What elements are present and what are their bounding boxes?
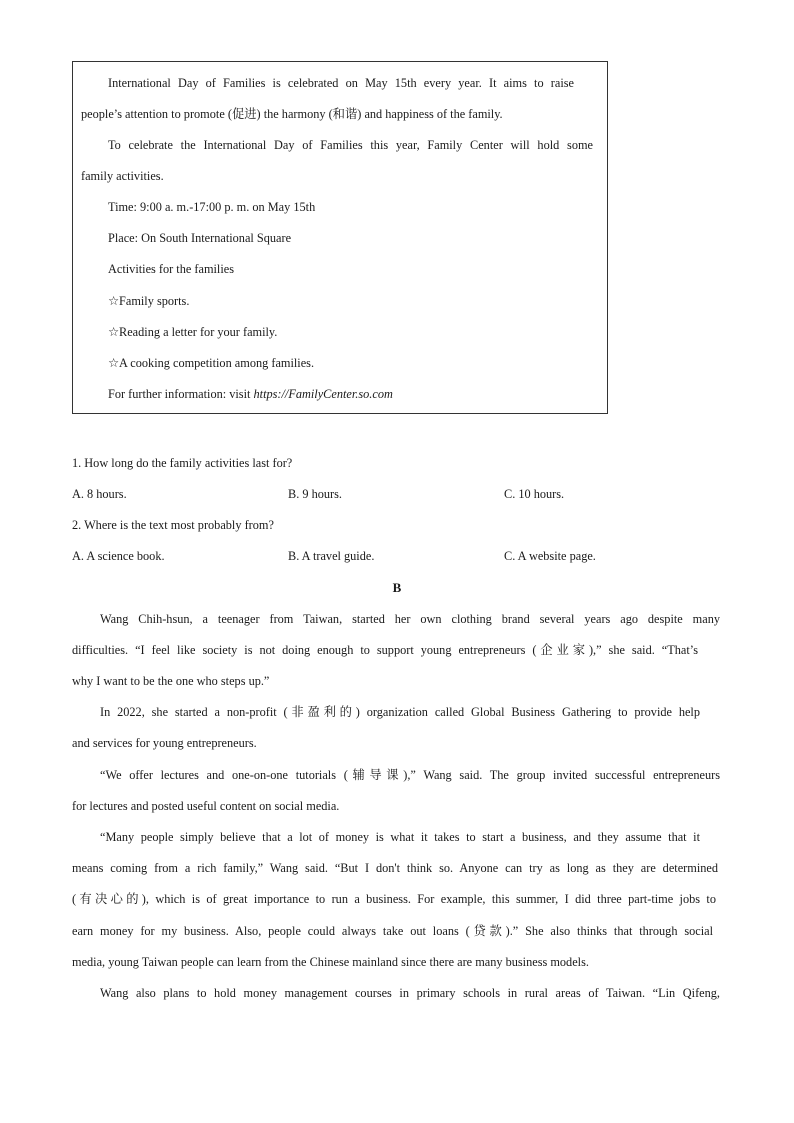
passage-line: In 2022, she started a non-profit (非盈利的) organization called Global Business Gathering to provide help xyxy=(100,705,700,719)
notice-paragraph-2-line-2: family activities. xyxy=(81,169,164,183)
activity-item: ☆A cooking competition among families. xyxy=(108,356,315,370)
passage-line: “Many people simply believe that a lot of money is what it takes to start a business, and they assume that it xyxy=(100,830,700,844)
section-b-heading: B xyxy=(392,580,402,595)
passage-line: Wang Chih-hsun, a teenager from Taiwan, started her own clothing brand several years ago despite many xyxy=(100,612,720,626)
question-2-option-a: A. A science book. xyxy=(72,549,165,563)
passage-line: difficulties. “I feel like society is not doing enough to support young entrepreneurs (企业家),” she said. “That’s xyxy=(72,643,698,657)
activity-item: ☆Reading a letter for your family. xyxy=(108,325,278,339)
question-1-option-b: B. 9 hours. xyxy=(288,487,342,501)
notice-paragraph-2-line-1: To celebrate the International Day of Families this year, Family Center will hold some xyxy=(108,138,593,152)
question-2-option-c: C. A website page. xyxy=(504,549,596,563)
further-info-label: For further information: visit xyxy=(108,387,254,401)
further-info xyxy=(108,386,393,402)
passage-line: for lectures and posted useful content on social media. xyxy=(72,799,340,813)
passage-line: and services for young entrepreneurs. xyxy=(72,736,257,750)
passage-line: means coming from a rich family,” Wang said. “But I don't think so. Anyone can try as long as they are determined xyxy=(72,861,718,875)
question-2-stem: 2. Where is the text most probably from? xyxy=(72,518,274,532)
passage-line: Wang also plans to hold money management courses in primary schools in rural areas of Taiwan. “Lin Qifeng, xyxy=(100,986,720,1000)
question-1-stem: 1. How long do the family activities last for? xyxy=(72,456,293,470)
activity-item: ☆Family sports. xyxy=(108,294,190,308)
event-time: Time: 9:00 a. m.-17:00 p. m. on May 15th xyxy=(108,200,316,214)
activities-heading: Activities for the families xyxy=(108,262,235,276)
website-link[interactable]: https://FamilyCenter.so.com xyxy=(253,387,393,401)
notice-paragraph-1-line-2: people’s attention to promote (促进) the harmony (和谐) and happiness of the family. xyxy=(81,107,503,121)
passage-line: why I want to be the one who steps up.” xyxy=(72,674,270,688)
question-2-option-b: B. A travel guide. xyxy=(288,549,375,563)
passage-line: media, young Taiwan people can learn from the Chinese mainland since there are many business models. xyxy=(72,955,589,969)
passage-line: earn money for my business. Also, people could always take out loans (贷款).” She also thinks that through social xyxy=(72,924,713,938)
notice-paragraph-1-line-1: International Day of Families is celebrated on May 15th every year. It aims to raise xyxy=(108,76,574,90)
question-1-option-c: C. 10 hours. xyxy=(504,487,565,501)
passage-line: “We offer lectures and one-on-one tutorials (辅导课),” Wang said. The group invited successful entrepreneurs xyxy=(100,768,720,782)
event-place: Place: On South International Square xyxy=(108,231,292,245)
question-1-option-a: A. 8 hours. xyxy=(72,487,127,501)
passage-line: (有决心的), which is of great importance to run a business. For example, this summer, I did three part-time jobs to xyxy=(72,892,716,906)
